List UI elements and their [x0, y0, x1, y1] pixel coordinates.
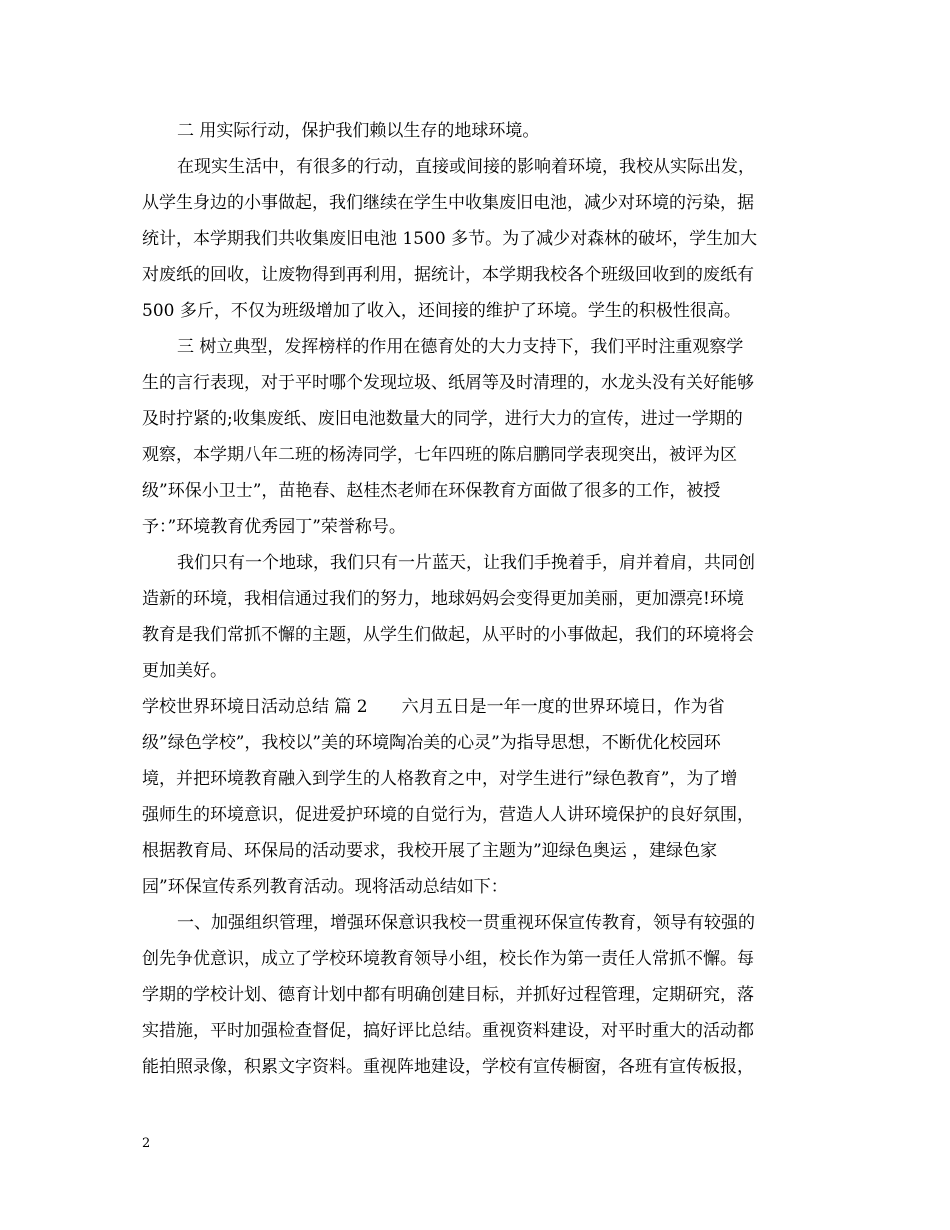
- text-line: 二 用实际行动，保护我们赖以生存的地球环境。: [177, 121, 540, 141]
- text-line: 实措施，平时加强检查督促，搞好评比总结。重视资料建设，对平时重大的活动都: [142, 1021, 754, 1041]
- text-line: 能拍照录像，积累文字资料。重视阵地建设，学校有宣传橱窗，各班有宣传板报，: [142, 1057, 754, 1077]
- text-line: 一、加强组织管理，增强环保意识我校一贯重视环保宣传教育，领导有较强的: [177, 913, 755, 933]
- text-line: 三 树立典型，发挥榜样的作用在德育处的大力支持下，我们平时注重观察学: [177, 337, 744, 357]
- section-heading: 学校世界环境日活动总结 篇 2 六月五日是一年一度的世界环境日，作为省: [142, 697, 725, 717]
- text-line: 从学生身边的小事做起，我们继续在学生中收集废旧电池，减少对环境的污染，据: [142, 193, 754, 213]
- text-line: 教育是我们常抓不懈的主题，从学生们做起，从平时的小事做起，我们的环境将会: [142, 625, 754, 645]
- text-line: 在现实生活中，有很多的行动，直接或间接的影响着环境，我校从实际出发，: [177, 157, 755, 177]
- text-line: 造新的环境，我相信通过我们的努力，地球妈妈会变得更加美丽，更加漂亮!环境: [142, 589, 744, 609]
- text-line: 统计，本学期我们共收集废旧电池 1500 多节。为了减少对森林的破坏，学生加大: [142, 229, 758, 249]
- text-line: 生的言行表现，对于平时哪个发现垃圾、纸屑等及时清理的，水龙头没有关好能够: [142, 373, 754, 393]
- text-line: 境，并把环境教育融入到学生的人格教育之中，对学生进行”绿色教育”，为了增: [142, 769, 738, 789]
- text-line: 根据教育局、环保局的活动要求，我校开展了主题为”迎绿色奥运 ，建绿色家: [142, 841, 718, 861]
- text-line: 创先争优意识，成立了学校环境教育领导小组，校长作为第一责任人常抓不懈。每: [142, 949, 754, 969]
- text-line: 及时拧紧的;收集废纸、废旧电池数量大的同学，进行大力的宣传，进过一学期的: [142, 409, 743, 429]
- text-line: 我们只有一个地球，我们只有一片蓝天，让我们手挽着手，肩并着肩，共同创: [177, 553, 755, 573]
- page-number: 2: [142, 1136, 151, 1151]
- text-line: 强师生的环境意识，促进爱护环境的自觉行为，营造人人讲环境保护的良好氛围，: [142, 805, 754, 825]
- text-line: 予：”环境教育优秀园丁”荣誉称号。: [142, 517, 406, 537]
- text-line: 观察，本学期八年二班的杨涛同学，七年四班的陈启鹏同学表现突出，被评为区: [142, 445, 737, 465]
- text-line: 级”环保小卫士”，苗艳春、赵桂杰老师在环保教育方面做了很多的工作，被授: [142, 481, 721, 501]
- text-line: 更加美好。: [142, 661, 227, 681]
- text-line: 500 多斤，不仅为班级增加了收入，还间接的维护了环境。学生的积极性很高。: [142, 301, 741, 321]
- text-line: 级”绿色学校”，我校以”美的环境陶冶美的心灵”为指导思想，不断优化校园环: [142, 733, 721, 753]
- text-line: 学期的学校计划、德育计划中都有明确创建目标，并抓好过程管理，定期研究，落: [142, 985, 754, 1005]
- text-line: 对废纸的回收，让废物得到再利用，据统计，本学期我校各个班级回收到的废纸有: [142, 265, 754, 285]
- text-line: 园”环保宣传系列教育活动。现将活动总结如下：: [142, 877, 508, 897]
